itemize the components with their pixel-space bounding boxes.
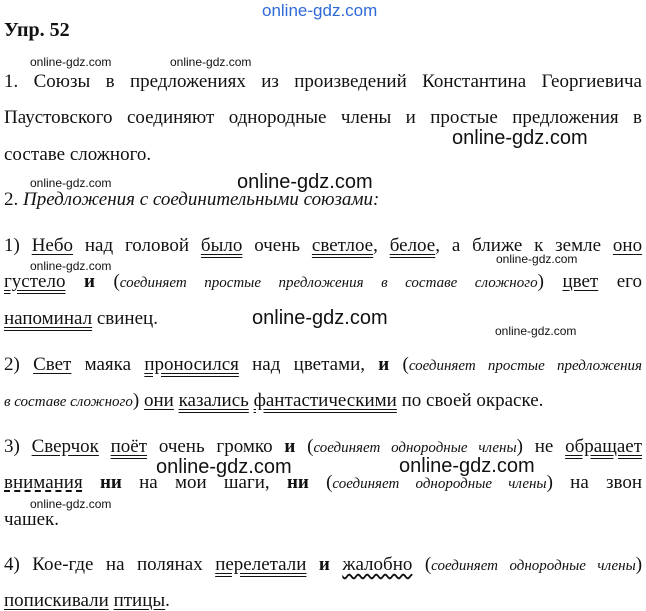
text-fragment: очень: [254, 235, 301, 256]
watermark: online-gdz.com: [452, 127, 588, 149]
text-fragment: Сверчок: [31, 436, 99, 457]
text-fragment: 4): [4, 554, 20, 575]
text-fragment: внимания: [4, 472, 83, 493]
text-fragment: 2.: [4, 189, 19, 210]
text-fragment: казались: [178, 390, 249, 411]
sentence-1-line-2: [4, 272, 642, 291]
text-fragment: соединяет простые предложения в составе сложного: [119, 275, 538, 291]
sentence-2-line-2: [4, 391, 543, 410]
exercise-title: Упр. 52: [4, 19, 70, 41]
text-fragment: (: [113, 271, 120, 292]
text-fragment: ): [635, 554, 643, 575]
text-fragment: и: [378, 354, 390, 375]
text-fragment: цвет: [562, 271, 599, 292]
watermark: online-gdz.com: [252, 307, 388, 329]
text-fragment: маяка: [84, 354, 132, 375]
paragraph-2-heading: [4, 190, 379, 209]
sentence-2-line-1: [4, 355, 642, 374]
sentence-4-line-1: [4, 555, 642, 574]
text-fragment: (: [307, 436, 314, 457]
text-fragment: попискивали: [4, 590, 109, 611]
text-fragment: (: [326, 472, 333, 493]
header-watermark: online-gdz.com: [262, 1, 378, 20]
text-fragment: (: [402, 354, 409, 375]
watermark: online-gdz.com: [30, 259, 112, 273]
text-fragment: проносился: [144, 354, 239, 375]
text-fragment: по своей окраске.: [401, 390, 544, 411]
text-fragment: птицы: [113, 590, 166, 611]
text-fragment: в составе сложного: [4, 394, 133, 410]
text-fragment: ): [516, 436, 523, 457]
text-fragment: .: [165, 590, 170, 611]
text-fragment: над головой: [84, 235, 190, 256]
sentence-3-line-1: [4, 437, 642, 456]
text-fragment: чашек.: [4, 509, 60, 530]
watermark: online-gdz.com: [495, 324, 577, 338]
watermark: online-gdz.com: [30, 176, 112, 190]
text-fragment: Кое-где на полянах: [32, 554, 203, 575]
text-fragment: ): [546, 472, 553, 493]
text-fragment: 3): [4, 436, 20, 457]
paragraph-1-line-1: 1. Союзы в предложениях из произведений Константина Георгиевича: [4, 71, 642, 92]
text-fragment: 2): [4, 354, 20, 375]
text-fragment: , а ближе к земле: [435, 235, 602, 256]
text-fragment: на звон: [570, 472, 643, 493]
watermark: online-gdz.com: [30, 497, 112, 511]
text-fragment: Свет: [33, 354, 72, 375]
text-fragment: соединяет однородные члены: [332, 476, 547, 492]
text-fragment: густело: [4, 271, 66, 292]
text-fragment: ): [537, 271, 544, 292]
text-fragment: (: [424, 554, 432, 575]
text-fragment: соединяет однородные члены: [313, 440, 517, 456]
text-fragment: ни: [286, 472, 309, 493]
text-fragment: очень громко: [158, 436, 273, 457]
text-fragment: светлое: [311, 235, 374, 256]
text-fragment: напоминал: [4, 308, 93, 329]
text-fragment: не: [534, 436, 554, 457]
text-fragment: ): [132, 390, 140, 411]
text-fragment: и: [318, 554, 330, 575]
text-fragment: ,: [373, 235, 378, 256]
text-fragment: Предложения с соединительными союзами:: [23, 189, 380, 210]
text-fragment: фантастическими: [253, 390, 397, 411]
text-fragment: обращает: [565, 436, 643, 457]
text-fragment: поёт: [110, 436, 148, 457]
text-fragment: ни: [99, 472, 122, 493]
text-fragment: белое: [389, 235, 436, 256]
text-fragment: его: [616, 271, 642, 292]
text-fragment: они: [143, 390, 174, 411]
watermark: online-gdz.com: [496, 252, 578, 266]
text-fragment: и: [284, 436, 296, 457]
text-fragment: было: [200, 235, 243, 256]
watermark: online-gdz.com: [170, 55, 252, 69]
text-fragment: и: [83, 271, 95, 292]
watermark: online-gdz.com: [237, 171, 373, 193]
text-fragment: соединяет однородные члены: [431, 558, 636, 574]
sentence-4-line-2: [4, 591, 170, 610]
text-fragment: перелетали: [215, 554, 307, 575]
text-fragment: над цветами,: [252, 354, 366, 375]
watermark: online-gdz.com: [156, 456, 292, 478]
text-fragment: жалобно: [342, 554, 413, 575]
text-fragment: оно: [612, 235, 643, 256]
text-fragment: соединяет простые предложения: [408, 358, 643, 374]
sentence-1-line-3: [4, 309, 158, 328]
watermark: online-gdz.com: [30, 55, 112, 69]
text-fragment: Небо: [31, 235, 74, 256]
watermark: online-gdz.com: [399, 455, 535, 477]
sentence-3-line-3: [4, 510, 59, 529]
text-fragment: свинец.: [96, 308, 158, 329]
paragraph-1-line-2: Паустовского соединяют однородные члены и простые предложения в: [4, 107, 642, 128]
text-fragment: на мои шаги,: [139, 472, 270, 493]
paragraph-1-line-3: составе сложного.: [4, 144, 152, 165]
sentence-1-line-1: [4, 236, 642, 255]
text-fragment: 1): [4, 235, 20, 256]
sentence-3-line-2: [4, 473, 642, 492]
